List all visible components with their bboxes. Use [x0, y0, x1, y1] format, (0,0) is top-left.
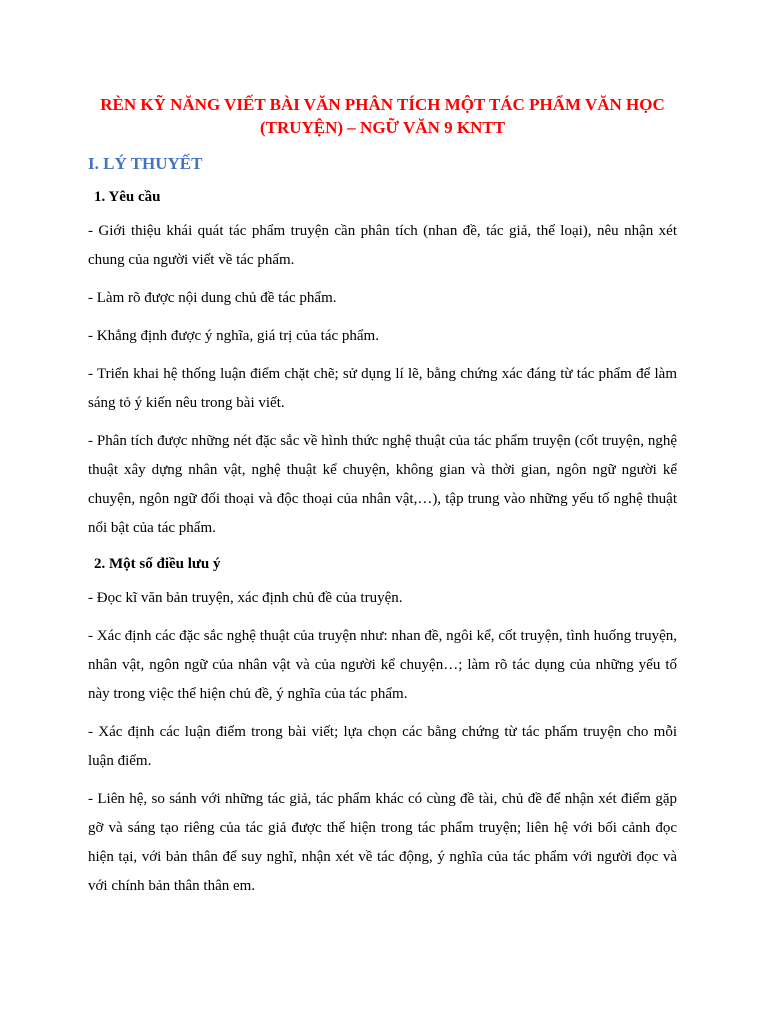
section-heading-theory: I. LÝ THUYẾT: [88, 154, 203, 173]
note-paragraph: - Xác định các luận điểm trong bài viết; lựa chọn các bằng chứng từ tác phẩm truyện cho mỗi luận điểm.: [88, 724, 677, 769]
document-title: RÈN KỸ NĂNG VIẾT BÀI VĂN PHÂN TÍCH MỘT TÁC PHẨM VĂN HỌC (TRUYỆN) – NGỮ VĂN 9 KNTT: [100, 95, 665, 137]
note-paragraph: - Liên hệ, so sánh với những tác giả, tác phẩm khác có cùng đề tài, chủ đề để nhận xét điểm gặp gỡ và sáng tạo riêng của tác giả được thể hiện trong tác phẩm truyện; liên hệ với bối cảnh đọc hiện tại, với bản thân để suy nghĩ, nhận xét về tác động, ý nghĩa của tác phẩm với người đọc và với chính bản thân thân em.: [88, 791, 677, 894]
note-paragraph: - Xác định các đặc sắc nghệ thuật của truyện như: nhan đề, ngôi kể, cốt truyện, tình huống truyện, nhân vật, ngôn ngữ của nhân vật và của người kể chuyện…; làm rõ tác dụng của những yếu tố này trong việc thể hiện chủ đề, ý nghĩa của tác phẩm.: [88, 628, 677, 702]
requirement-paragraph: - Khẳng định được ý nghĩa, giá trị của tác phẩm.: [88, 328, 379, 344]
subsection-heading-notes: 2. Một số điều lưu ý: [94, 556, 221, 572]
requirement-paragraph: - Triển khai hệ thống luận điểm chặt chẽ; sử dụng lí lẽ, bằng chứng xác đáng từ tác phẩm để làm sáng tỏ ý kiến nêu trong bài viết.: [88, 366, 677, 411]
requirement-paragraph: - Giới thiệu khái quát tác phẩm truyện cần phân tích (nhan đề, tác giả, thể loại), nêu nhận xét chung của người viết về tác phẩm.: [88, 223, 677, 268]
document-page: [88, 93, 677, 901]
note-paragraph: - Đọc kĩ văn bản truyện, xác định chủ đề của truyện.: [88, 590, 403, 606]
requirement-paragraph: - Phân tích được những nét đặc sắc về hình thức nghệ thuật của tác phẩm truyện (cốt truyện, nghệ thuật xây dựng nhân vật, nghệ thuật kể chuyện, không gian và thời gian, ngôn ngữ người kể chuyện, ngôn ngữ đối thoại và độc thoại của nhân vật,…), tập trung vào những yếu tố nghệ thuật nổi bật của tác phẩm.: [88, 433, 677, 536]
subsection-heading-requirements: 1. Yêu cầu: [94, 189, 161, 205]
requirement-paragraph: - Làm rõ được nội dung chủ đề tác phẩm.: [88, 290, 337, 306]
